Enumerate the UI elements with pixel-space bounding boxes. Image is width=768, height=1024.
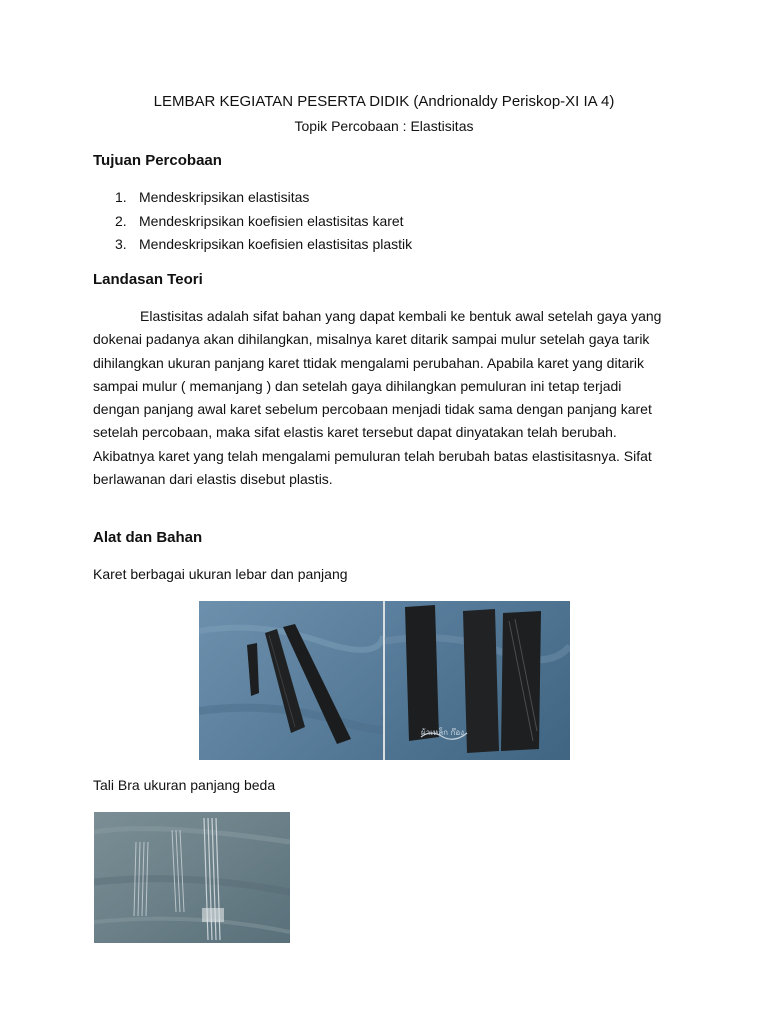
tujuan-list — [93, 186, 693, 257]
document-subtitle: Topik Percobaan : Elastisitas — [294, 118, 474, 134]
document-title: LEMBAR KEGIATAN PESERTA DIDIK (Andrionaldy Periskop-XI IA 4) — [153, 93, 615, 110]
photo-rubber-strips — [199, 601, 570, 760]
list-item-number: 2. — [115, 212, 127, 229]
alat-heading: Alat dan Bahan — [93, 529, 203, 546]
photo-handwriting: ผ้าเหล็ก ก๊อง — [421, 728, 465, 737]
photo-bra-straps — [94, 812, 290, 943]
list-item — [93, 210, 693, 234]
tujuan-heading: Tujuan Percobaan — [93, 152, 222, 169]
caption-tali: Tali Bra ukuran panjang beda — [93, 777, 276, 793]
list-item — [93, 186, 693, 210]
list-item-text: Mendeskripsikan koefisien elastisitas plastik — [139, 236, 413, 252]
list-item — [93, 233, 693, 257]
landasan-heading: Landasan Teori — [93, 271, 203, 288]
landasan-paragraph: Elastisitas adalah sifat bahan yang dapat kembali ke bentuk awal setelah gaya yang dokenai padanya akan dihilangkan, misalnya karet ditarik sampai mulur setelah gaya tarik dihilangkan ukuran panjang karet ttidak mengalami perubahan. Apabila karet yang ditarik sampai mulur ( memanjang ) dan setelah gaya dihilangkan pemuluran ini tetap terjadi dengan panjang awal karet sebelum percobaan menjadi tidak sama dengan panjang karet setelah percobaan, maka sifat elastis karet tersebut dapat dinyatakan telah berubah. Akibatnya karet yang telah mengalami pemuluran telah berubah batas elastisitasnya. Sifat berlawanan dari elastis disebut plastis. — [93, 308, 662, 488]
list-item-number: 3. — [115, 236, 127, 252]
caption-karet: Karet berbagai ukuran lebar dan panjang — [93, 566, 348, 582]
list-item-text: Mendeskripsikan koefisien elastisitas karet — [139, 212, 404, 229]
list-item-text: Mendeskripsikan elastisitas — [139, 189, 310, 205]
list-item-number: 1. — [115, 189, 127, 205]
